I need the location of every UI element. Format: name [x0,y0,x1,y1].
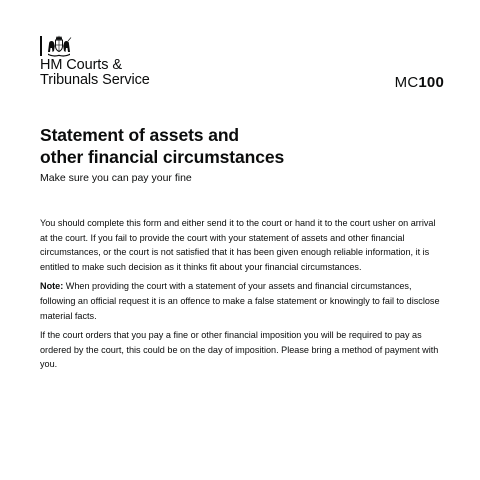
paragraph-instructions: You should complete this form and either send it to the court or hand it to the court usher on arrival at the court. If you fail to provide the court with your statement of assets and other financial circumstances, or the court is not satisfied that it has been given enough reliable information, it is entitled to make such decision as it thinks fit about your financial circumstances. [40,218,436,272]
page-title-line2: other financial circumstances [40,147,285,167]
document-header [0,0,480,100]
note-text: When providing the court with a statement of your assets and financial circumstances, following an official request it is an offence to make a false statement or knowingly to fail to disclose material facts. [40,281,440,321]
page-title-line1: Statement of assets and [40,125,240,145]
page-subtitle: Make sure you can pay your fine [40,172,192,184]
form-code-prefix: MC [394,74,419,91]
paragraph-note [40,279,444,323]
organisation-name [40,58,150,88]
crest-divider [40,36,42,56]
form-code-number: 100 [418,74,444,91]
page-title [40,124,284,168]
form-code [395,75,444,91]
paragraph-payment: If the court orders that you pay a fine or other financial imposition you will be required to pay as ordered by the court, this could be on the day of imposition. Please bring a method of payment with you. [40,330,439,370]
note-label: Note: [40,281,64,292]
royal-coat-of-arms-icon [45,35,73,57]
org-name-line2: Tribunals Service [40,72,150,88]
org-name-line1: HM Courts & [40,57,122,73]
body-content [40,216,444,377]
